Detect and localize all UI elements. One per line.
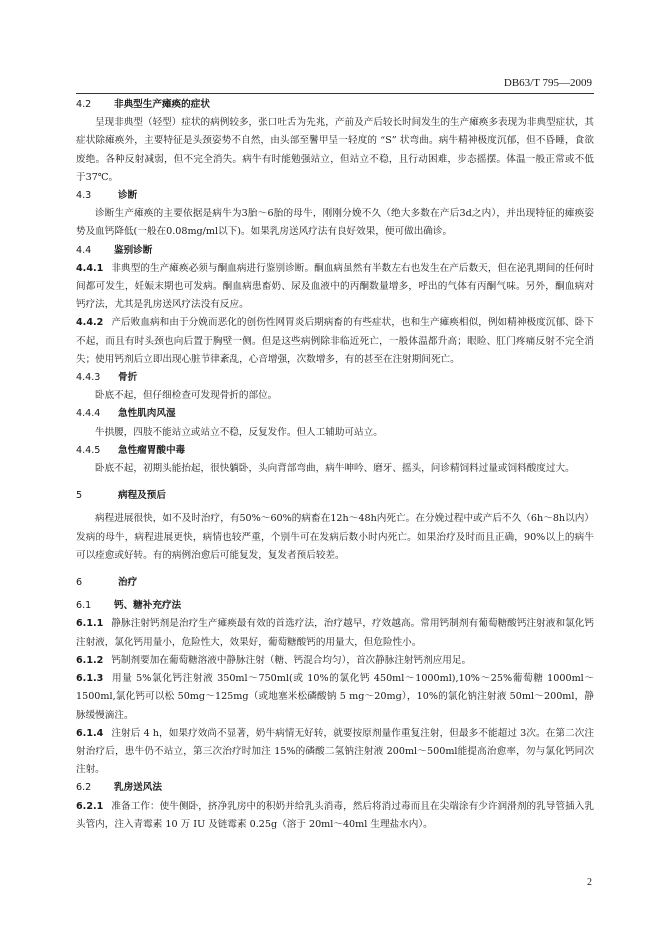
paragraph-6-1-3 bbox=[76, 670, 594, 725]
paragraph-6-1-4 bbox=[76, 725, 594, 780]
clause-text: 注射后 4 h，如果疗效尚不显著，奶牛病情无好转，就要按原剂量作重复注射，但最多不能超过 3次。在第二次注射治疗后，患牛仍不站立，第三次治疗时加注 15%的磷酸二氢钠注射液 200ml～500ml能提高治愈率，勿与氯化钙同次注射。 bbox=[76, 727, 594, 776]
section-title: 病程及预后 bbox=[118, 490, 166, 502]
paragraph-4-4-3: 卧底不起，但仔细检查可发现骨折的部位。 bbox=[95, 390, 278, 402]
section-title: 诊断 bbox=[118, 190, 138, 202]
section-number: 4.4 bbox=[76, 244, 92, 256]
clause-text: 钙制剂要加在葡萄糖溶液中静脉注射（糖、钙混合均匀），首次静脉注射钙剂应用足。 bbox=[111, 654, 472, 666]
section-title: 乳房送风法 bbox=[114, 782, 162, 794]
paragraph-5: 病程进展很快，如不及时治疗，有50%～60%的病畜在12h～48h内死亡。在分娩过程中或产后不久（6h～8h以内）发病的母牛，病程进展更快，病情也较严重，个别牛可在发病后数小时内死亡。如果治疗及时而且正确，90%以上的病牛可以痊愈或好转。有的病例治愈后可能复发，复发者预后较差。 bbox=[76, 513, 594, 561]
paragraph-6-1-1 bbox=[76, 615, 594, 651]
section-number: 4.3 bbox=[76, 190, 92, 202]
document-code: DB63/T 795—2009 bbox=[503, 77, 592, 89]
section-number: 6.1 bbox=[76, 600, 92, 612]
section-number: 4.4.4 bbox=[76, 408, 101, 420]
clause-number: 4.4.2 bbox=[76, 317, 104, 329]
clause-text: 产后败血病和由于分娩而恶化的创伤性网胃炎后期病畜的有些症状，也和生产瘫痪相似，例如精神极度沉郁、卧下不起，而且有时头颈也向后置于胸壁一侧。但是这些病例除非临近死亡，一般体温都升高；眼睑、肛门疼痛反射不完全消失；使用钙剂后立即出现心脏节律紊乱，心音增强，次数增多，有的甚至在注射期间死亡。 bbox=[76, 317, 594, 365]
section-number: 5 bbox=[76, 490, 83, 502]
section-number: 4.4.5 bbox=[76, 444, 101, 456]
clause-number: 6.1.4 bbox=[76, 727, 104, 739]
heading-4-4 bbox=[76, 242, 594, 260]
section-title: 急性瘤胃酸中毒 bbox=[118, 444, 186, 456]
paragraph-4-4-1 bbox=[76, 260, 594, 315]
section-title: 治疗 bbox=[118, 577, 138, 589]
header-rule bbox=[76, 93, 594, 94]
document-body bbox=[76, 96, 594, 834]
paragraph-6-2-1 bbox=[76, 798, 594, 834]
clause-number: 6.2.1 bbox=[76, 800, 104, 812]
section-title: 骨折 bbox=[118, 372, 138, 384]
section-title: 鉴别诊断 bbox=[114, 244, 153, 256]
paragraph-4-4-4: 牛拱腰，四肢不能站立或站立不稳，反复发作。但人工辅助可站立。 bbox=[95, 426, 383, 438]
heading-4-4-5 bbox=[76, 442, 594, 460]
heading-6-2 bbox=[76, 779, 594, 797]
section-title: 急性肌肉风湿 bbox=[118, 408, 176, 420]
clause-text: 准备工作：使牛侧卧，挤净乳房中的积奶并给乳头消毒，然后将消过毒而且在尖端涂有少许润滑剂的乳导管插入乳头管内，注入青霉素 10 万 IU 及链霉素 0.25g（溶于 20ml～40ml 生理盐水内）。 bbox=[76, 800, 594, 830]
clause-number: 4.4.1 bbox=[76, 262, 104, 274]
heading-5 bbox=[76, 487, 594, 505]
paragraph-4-2: 呈现非典型（轻型）症状的病例较多，张口吐舌为先兆，产前及产后较长时间发生的生产瘫痪多表现为非典型症状，其症状除瘫痪外，主要特征是头颈姿势不自然，由头部至鬐甲呈一轻度的 “S” 状弯曲。病牛精神极度沉郁，但不昏睡，食欲废绝。各种反射减弱，但不完全消失。病牛有时能勉强站立，但站立不稳，且行动困难，步态摇摆。体温一般正常或不低于37℃。 bbox=[76, 117, 594, 183]
clause-text: 静脉注射钙剂是治疗生产瘫痪最有效的首选疗法，治疗越早，疗效越高。常用钙制剂有葡萄糖酸钙注射液和氯化钙注射液，氯化钙用量小，危险性大，效果好，葡萄糖酸钙的用量大，但危险性小。 bbox=[76, 618, 594, 648]
clause-number: 6.1.3 bbox=[76, 673, 104, 685]
clause-number: 6.1.2 bbox=[76, 654, 104, 666]
heading-6 bbox=[76, 574, 594, 592]
section-number: 6 bbox=[76, 577, 83, 589]
section-number: 4.4.3 bbox=[76, 372, 101, 384]
clause-text: 用量 5%氯化钙注射液 350ml～750ml(或 10%的氯化钙 450ml～1000ml),10%～25%葡萄糖 1000ml～1500ml,氯化钙可以松 50mg～125mg（或地塞米松磷酸钠 5 mg～20mg），10%的氯化钠注射液 50ml～200ml，静脉缓慢滴注。 bbox=[76, 673, 594, 721]
section-number: 6.2 bbox=[76, 782, 92, 794]
paragraph-4-4-5: 卧底不起，初期头能抬起，很快躺卧，头向背部弯曲，病牛呻吟、磨牙、摇头，问诊精饲料过量或饲料酸度过大。 bbox=[95, 463, 575, 475]
page-number: 2 bbox=[587, 877, 592, 888]
paragraph-6-1-2 bbox=[76, 652, 594, 670]
heading-6-1 bbox=[76, 597, 594, 615]
paragraph-4-3: 诊断生产瘫痪的主要依据是病牛为3胎～6胎的母牛，刚刚分娩不久（绝大多数在产后3d之内），并出现特征的瘫痪姿势及血钙降低(一般在0.08mg/ml以下)。如果乳房送风疗法有良好效果，便可做出确诊。 bbox=[76, 208, 594, 238]
heading-4-3 bbox=[76, 187, 594, 205]
heading-4-4-3 bbox=[76, 369, 594, 387]
section-title: 非典型生产瘫痪的症状 bbox=[114, 99, 210, 110]
section-number: 4.2 bbox=[76, 99, 92, 110]
heading-4-2 bbox=[76, 96, 594, 114]
clause-number: 6.1.1 bbox=[76, 618, 104, 630]
section-title: 钙、糖补充疗法 bbox=[114, 600, 182, 612]
paragraph-4-4-2 bbox=[76, 314, 594, 369]
clause-text: 非典型的生产瘫痪必须与酮血病进行鉴别诊断。酮血病虽然有半数左右也发生在产后数天，但在泌乳期间的任何时间都可发生，妊娠末期也可发病。酮血病患畜奶、尿及血液中的丙酮数量增多，呼出的气体有丙酮气味。另外，酮血病对钙疗法，尤其是乳房送风疗法没有反应。 bbox=[76, 262, 594, 311]
heading-4-4-4 bbox=[76, 405, 594, 423]
